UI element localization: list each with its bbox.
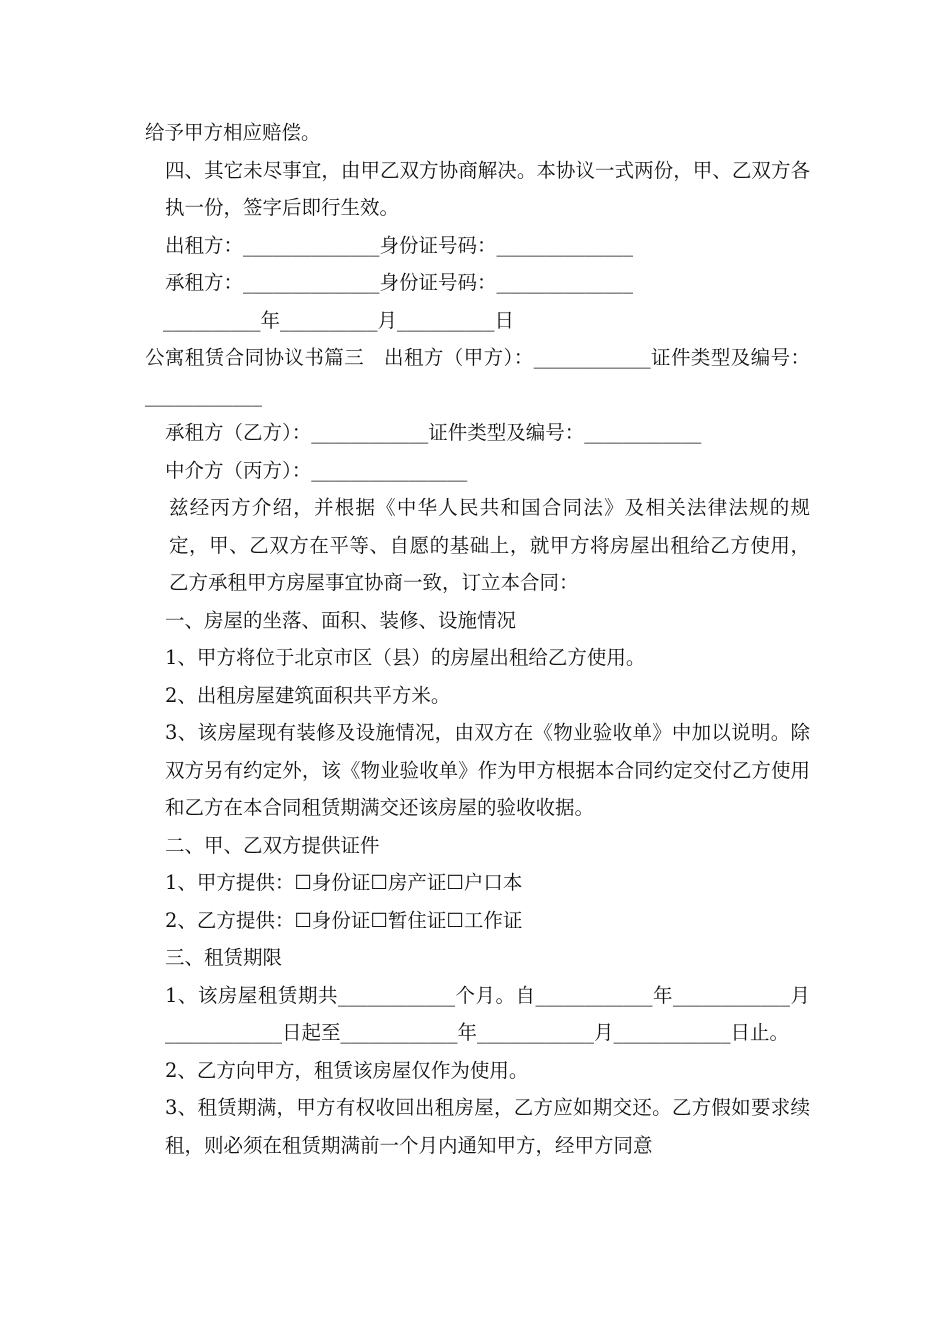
clause-1-2: 2、出租房屋建筑面积共平方米。 bbox=[165, 683, 451, 707]
heading-property-info: 一、房屋的坐落、面积、装修、设施情况 bbox=[165, 608, 517, 632]
heading-documents: 二、甲、乙双方提供证件 bbox=[165, 833, 380, 857]
clause-3-1: 1、该房屋租赁期共____________个月。自____________年____________月____________日起至____________年____________月____________日止。 bbox=[165, 983, 810, 1044]
lessee-party-line: 承租方（乙方）：____________证件类型及编号：____________ bbox=[165, 421, 702, 444]
agent-party-line: 中介方（丙方）：________________ bbox=[165, 458, 468, 482]
heading-lease-term: 三、租赁期限 bbox=[165, 946, 283, 969]
clause-2-2: 2、乙方提供：☐身份证☐暂住证☐工作证 bbox=[165, 908, 523, 932]
paragraph-compensation: 给予甲方相应赔偿。 bbox=[145, 121, 321, 144]
lessor-signature-line: 出租方：______________身份证号码：______________ bbox=[165, 233, 634, 257]
clause-3-3: 3、租赁期满，甲方有权收回出租房屋，乙方应如期交还。乙方假如要求续租，则必须在租赁期满前一个月内通知甲方，经甲方同意 bbox=[165, 1096, 810, 1157]
date-line: __________年__________月__________日 bbox=[163, 308, 514, 332]
clause-1-1: 1、甲方将位于北京市区（县）的房屋出租给乙方使用。 bbox=[165, 646, 646, 669]
document-body bbox=[145, 114, 810, 1164]
paragraph-preamble: 兹经丙方介绍，并根据《中华人民共和国合同法》及相关法律法规的规定，甲、乙双方在平等、自愿的基础上，就甲方将房屋出租给乙方使用，乙方承租甲方房屋事宜协商一致，订立本合同： bbox=[169, 496, 810, 594]
clause-1-3: 3、该房屋现有装修及设施情况，由双方在《物业验收单》中加以说明。除双方另有约定外，该《物业验收单》作为甲方根据本合同约定交付乙方使用和乙方在本合同租赁期满交还该房屋的验收收据。 bbox=[165, 721, 810, 819]
clause-3-2: 2、乙方向甲方，租赁该房屋仅作为使用。 bbox=[165, 1058, 529, 1082]
lessee-signature-line: 承租方：______________身份证号码：______________ bbox=[165, 271, 634, 294]
paragraph-clause-four: 四、其它未尽事宜，由甲乙双方协商解决。本协议一式两份，甲、乙双方各执一份，签字后即行生效。 bbox=[165, 158, 810, 219]
clause-2-1: 1、甲方提供：☐身份证☐房产证☐户口本 bbox=[165, 871, 523, 894]
section-title-part-three: 公寓租赁合同协议书篇三 出租方（甲方）：____________证件类型及编号：____________ bbox=[145, 346, 810, 407]
